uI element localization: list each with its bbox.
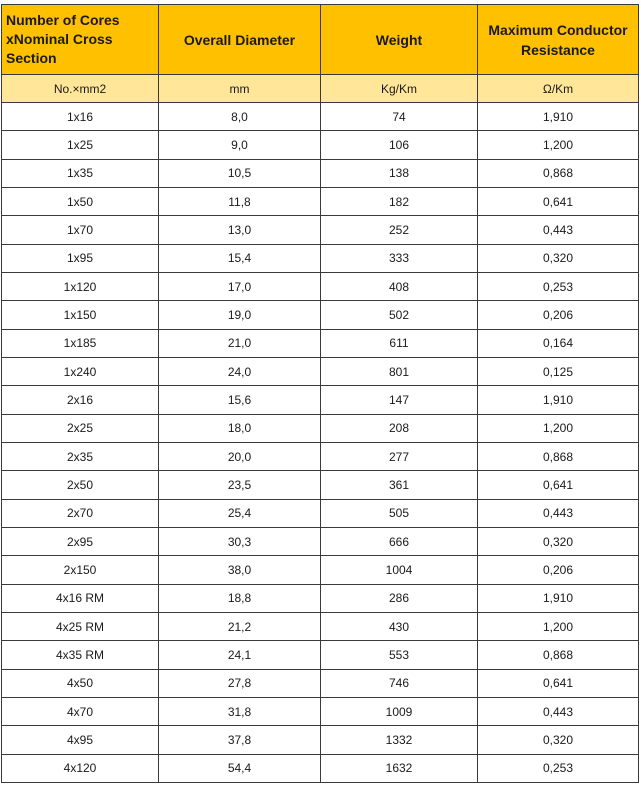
cell-overall-diameter: 15,6 [159, 386, 321, 414]
cell-cores-cross-section: 1x35 [2, 159, 159, 187]
cell-overall-diameter: 24,0 [159, 357, 321, 385]
cell-resistance: 1,200 [478, 414, 639, 442]
cell-overall-diameter: 20,0 [159, 442, 321, 470]
cell-overall-diameter: 37,8 [159, 726, 321, 754]
cell-weight: 252 [321, 216, 478, 244]
cell-resistance: 0,206 [478, 556, 639, 584]
cell-cores-cross-section: 1x25 [2, 131, 159, 159]
cell-overall-diameter: 31,8 [159, 697, 321, 725]
cell-resistance: 0,868 [478, 641, 639, 669]
cell-resistance: 0,443 [478, 499, 639, 527]
cell-resistance: 0,868 [478, 442, 639, 470]
cell-weight: 182 [321, 187, 478, 215]
cell-resistance: 1,200 [478, 131, 639, 159]
cell-weight: 553 [321, 641, 478, 669]
cell-overall-diameter: 19,0 [159, 301, 321, 329]
table-row [2, 386, 639, 414]
cell-resistance: 0,320 [478, 726, 639, 754]
cell-overall-diameter: 21,2 [159, 612, 321, 640]
table-row [2, 612, 639, 640]
cell-weight: 611 [321, 329, 478, 357]
table-row [2, 669, 639, 697]
cell-overall-diameter: 38,0 [159, 556, 321, 584]
table-row [2, 414, 639, 442]
header-row [2, 5, 639, 75]
cell-resistance: 0,868 [478, 159, 639, 187]
cell-resistance: 0,164 [478, 329, 639, 357]
cell-weight: 208 [321, 414, 478, 442]
cell-resistance: 1,910 [478, 386, 639, 414]
cell-cores-cross-section: 2x150 [2, 556, 159, 584]
cell-resistance: 0,253 [478, 272, 639, 300]
table-row [2, 357, 639, 385]
cell-weight: 746 [321, 669, 478, 697]
cell-weight: 277 [321, 442, 478, 470]
cell-resistance: 0,641 [478, 471, 639, 499]
cell-overall-diameter: 30,3 [159, 527, 321, 555]
table-head [2, 5, 639, 103]
cell-overall-diameter: 17,0 [159, 272, 321, 300]
cell-resistance: 1,910 [478, 584, 639, 612]
table-row [2, 272, 639, 300]
table-row [2, 527, 639, 555]
cell-weight: 1632 [321, 754, 478, 782]
cell-overall-diameter: 25,4 [159, 499, 321, 527]
cell-cores-cross-section: 2x16 [2, 386, 159, 414]
table-body [2, 103, 639, 783]
cell-resistance: 0,125 [478, 357, 639, 385]
cell-resistance: 0,443 [478, 697, 639, 725]
table-row [2, 697, 639, 725]
cell-resistance: 0,253 [478, 754, 639, 782]
header-weight: Weight [321, 5, 478, 75]
cell-cores-cross-section: 1x16 [2, 103, 159, 131]
cell-cores-cross-section: 2x50 [2, 471, 159, 499]
cell-weight: 138 [321, 159, 478, 187]
cell-weight: 1332 [321, 726, 478, 754]
cell-cores-cross-section: 1x50 [2, 187, 159, 215]
unit-overall-diameter: mm [159, 75, 321, 103]
cell-weight: 430 [321, 612, 478, 640]
cell-cores-cross-section: 4x95 [2, 726, 159, 754]
cell-overall-diameter: 23,5 [159, 471, 321, 499]
cell-overall-diameter: 18,8 [159, 584, 321, 612]
header-max-conductor-resistance: Maximum Conductor Resistance [478, 5, 639, 75]
table-row [2, 244, 639, 272]
cell-cores-cross-section: 4x120 [2, 754, 159, 782]
cell-cores-cross-section: 1x185 [2, 329, 159, 357]
cell-weight: 361 [321, 471, 478, 499]
cell-resistance: 1,200 [478, 612, 639, 640]
cell-resistance: 0,443 [478, 216, 639, 244]
cell-overall-diameter: 13,0 [159, 216, 321, 244]
cell-cores-cross-section: 2x25 [2, 414, 159, 442]
table-row [2, 641, 639, 669]
cell-overall-diameter: 8,0 [159, 103, 321, 131]
cell-cores-cross-section: 1x70 [2, 216, 159, 244]
cell-weight: 147 [321, 386, 478, 414]
cell-cores-cross-section: 2x95 [2, 527, 159, 555]
cell-cores-cross-section: 4x35 RM [2, 641, 159, 669]
cell-resistance: 0,641 [478, 187, 639, 215]
cell-cores-cross-section: 4x50 [2, 669, 159, 697]
cell-weight: 502 [321, 301, 478, 329]
cell-overall-diameter: 11,8 [159, 187, 321, 215]
cell-weight: 106 [321, 131, 478, 159]
cell-weight: 74 [321, 103, 478, 131]
cell-cores-cross-section: 1x95 [2, 244, 159, 272]
cell-cores-cross-section: 2x70 [2, 499, 159, 527]
table-row [2, 103, 639, 131]
unit-cores-cross-section: No.×mm2 [2, 75, 159, 103]
cell-overall-diameter: 15,4 [159, 244, 321, 272]
table-row [2, 471, 639, 499]
cell-overall-diameter: 9,0 [159, 131, 321, 159]
table-row [2, 584, 639, 612]
cable-spec-table-wrapper [1, 4, 639, 783]
header-overall-diameter: Overall Diameter [159, 5, 321, 75]
cell-overall-diameter: 24,1 [159, 641, 321, 669]
cable-spec-table [1, 4, 639, 783]
cell-overall-diameter: 10,5 [159, 159, 321, 187]
cell-overall-diameter: 21,0 [159, 329, 321, 357]
units-row [2, 75, 639, 103]
table-row [2, 131, 639, 159]
unit-resistance: Ω/Km [478, 75, 639, 103]
table-row [2, 187, 639, 215]
table-row [2, 499, 639, 527]
cell-resistance: 0,320 [478, 527, 639, 555]
cell-weight: 801 [321, 357, 478, 385]
cell-weight: 333 [321, 244, 478, 272]
table-row [2, 726, 639, 754]
cell-resistance: 0,320 [478, 244, 639, 272]
cell-weight: 505 [321, 499, 478, 527]
cell-cores-cross-section: 4x70 [2, 697, 159, 725]
cell-overall-diameter: 27,8 [159, 669, 321, 697]
cell-resistance: 0,206 [478, 301, 639, 329]
cell-weight: 1004 [321, 556, 478, 584]
cell-weight: 1009 [321, 697, 478, 725]
table-row [2, 754, 639, 782]
table-row [2, 159, 639, 187]
cell-cores-cross-section: 2x35 [2, 442, 159, 470]
cell-cores-cross-section: 1x240 [2, 357, 159, 385]
cell-weight: 286 [321, 584, 478, 612]
table-row [2, 301, 639, 329]
cell-resistance: 1,910 [478, 103, 639, 131]
cell-overall-diameter: 54,4 [159, 754, 321, 782]
cell-cores-cross-section: 1x120 [2, 272, 159, 300]
cell-overall-diameter: 18,0 [159, 414, 321, 442]
table-row [2, 216, 639, 244]
unit-weight: Kg/Km [321, 75, 478, 103]
cell-cores-cross-section: 4x25 RM [2, 612, 159, 640]
cell-weight: 408 [321, 272, 478, 300]
cell-cores-cross-section: 4x16 RM [2, 584, 159, 612]
header-cores-cross-section: Number of Cores xNominal Cross Section [2, 5, 159, 75]
cell-weight: 666 [321, 527, 478, 555]
table-row [2, 442, 639, 470]
table-row [2, 329, 639, 357]
table-row [2, 556, 639, 584]
cell-cores-cross-section: 1x150 [2, 301, 159, 329]
cell-resistance: 0,641 [478, 669, 639, 697]
